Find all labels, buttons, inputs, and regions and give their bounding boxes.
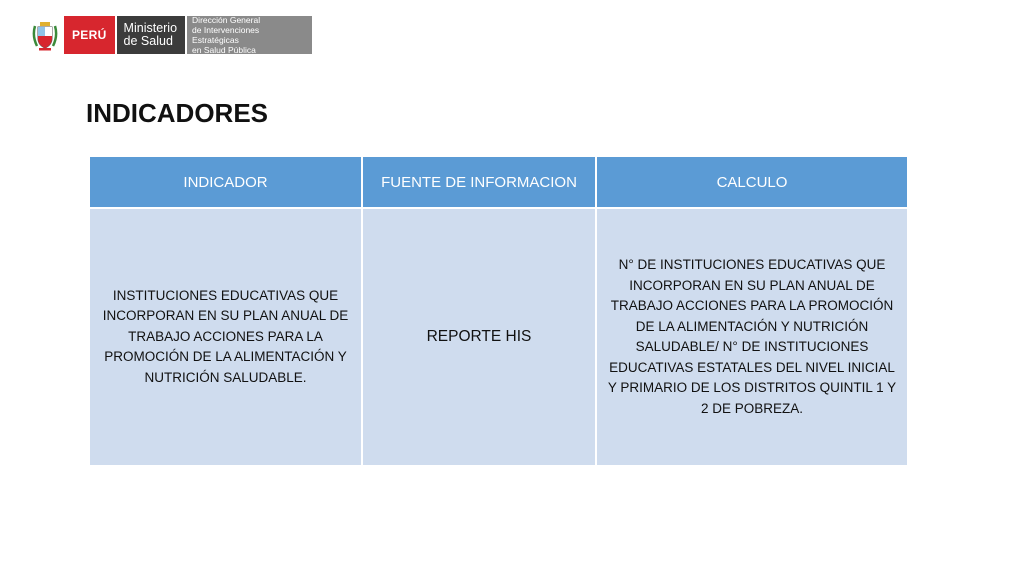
indicators-table	[88, 155, 909, 467]
column-header-calculo: CALCULO	[596, 156, 908, 208]
page-title: INDICADORES	[86, 98, 269, 128]
peru-coat-of-arms-icon	[30, 16, 60, 54]
table-row	[89, 208, 908, 466]
ministry-logo	[30, 16, 312, 54]
directorate-line-3: en Salud Pública	[192, 45, 256, 55]
directorate-line-1: Dirección General	[192, 15, 261, 25]
directorate-label	[187, 16, 312, 54]
ministry-line-2: de Salud	[123, 34, 173, 48]
cell-indicador: INSTITUCIONES EDUCATIVAS QUE INCORPORAN EN SU PLAN ANUAL DE TRABAJO ACCIONES PARA LA PROMOCIÓN DE LA ALIMENTACIÓN Y NUTRICIÓN SALUDABLE.	[89, 208, 362, 466]
column-header-fuente: FUENTE DE INFORMACION	[362, 156, 596, 208]
peru-label: PERÚ	[64, 16, 115, 54]
ministry-line-1: Ministerio	[123, 21, 178, 35]
cell-calculo: N° DE INSTITUCIONES EDUCATIVAS QUE INCORPORAN EN SU PLAN ANUAL DE TRABAJO ACCIONES PARA LA PROMOCIÓN DE LA ALIMENTACIÓN Y NUTRICIÓN SALUDABLE/ N° DE INSTITUCIONES EDUCATIVAS ESTATALES DEL NIVEL INICIAL Y PRIMARIO DE LOS DISTRITOS QUINTIL 1 Y 2 DE POBREZA.	[596, 208, 908, 466]
ministry-label	[117, 16, 186, 54]
cell-fuente: REPORTE HIS	[362, 208, 596, 466]
column-header-indicador: INDICADOR	[89, 156, 362, 208]
table-header-row	[89, 156, 908, 208]
directorate-line-2: de Intervenciones Estratégicas	[192, 25, 260, 45]
